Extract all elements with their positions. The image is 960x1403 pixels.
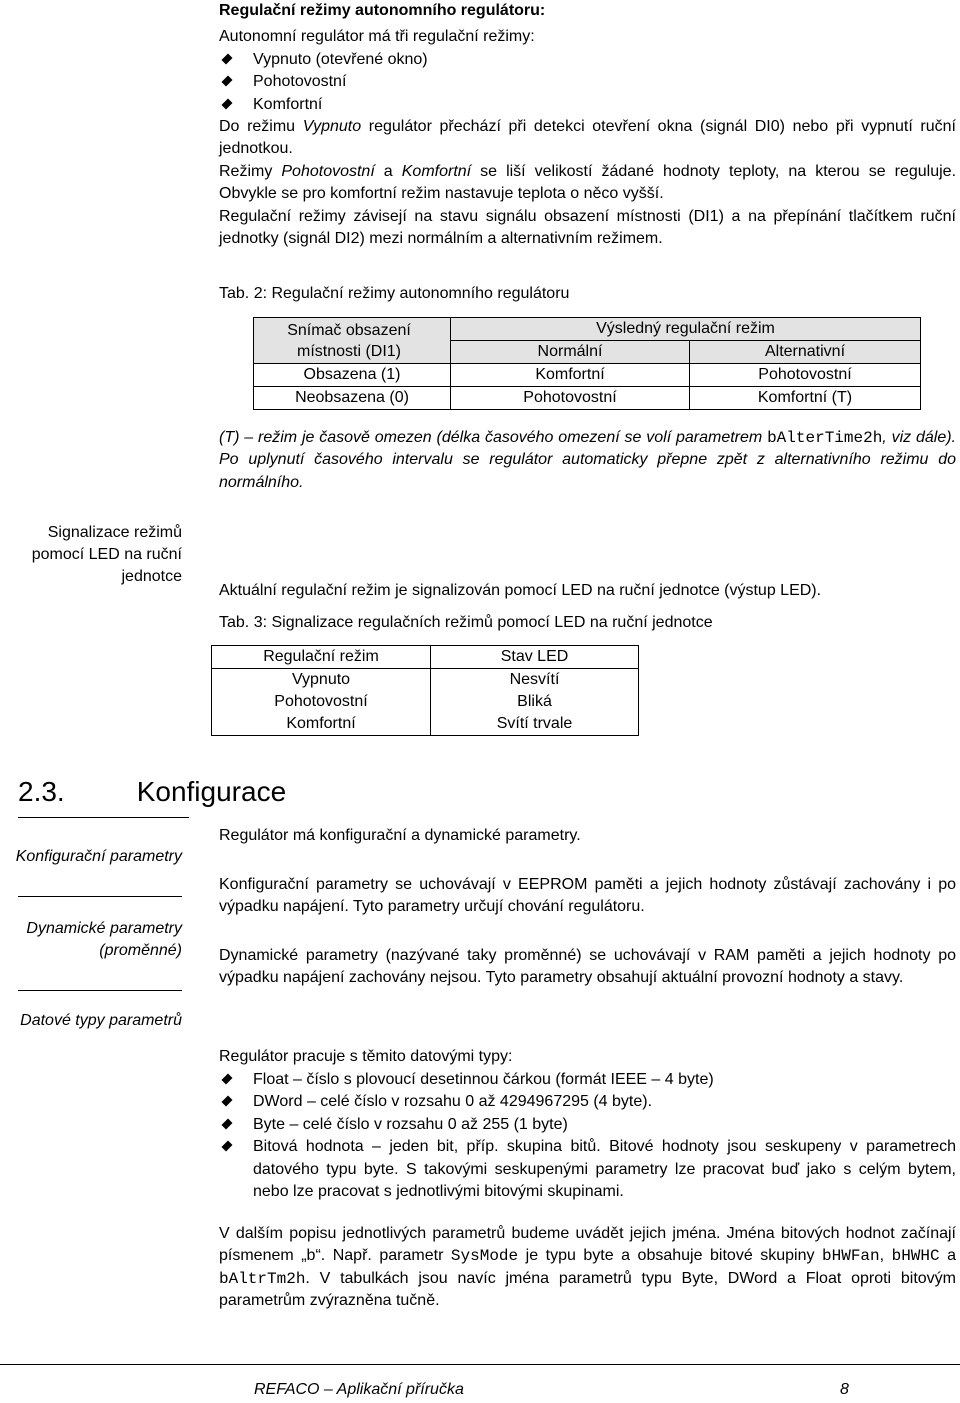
table2 — [253, 317, 921, 410]
side-label-led: Signalizace režimů pomocí LED na ruční jednotce — [31, 524, 182, 585]
config-paragraph-2: Konfigurační parametry se uchovávají v EEPROM paměti a jejich hodnoty zůstávají zachovány i po výpadku napájení. Tyto parametry určují chování regulátoru. — [219, 876, 956, 916]
list-item: Bitová hodnota – jeden bit, příp. skupina bitů. Bitové hodnoty jsou seskupeny v parametrech datového typu byte. S takovými seskupenými parametry lze pracovat buď jako s celým bytem, nebo lze pracovat s jednotlivými bitovými skupinami. — [219, 1136, 956, 1203]
list-item: Byte – celé číslo v rozsahu 0 až 255 (1 byte) — [219, 1114, 956, 1136]
table2-header-normal: Normální — [451, 341, 690, 364]
led-text: Aktuální regulační režim je signalizován pomocí LED na ruční jednotce (výstup LED). — [219, 582, 822, 599]
side-label-types: Datové typy parametrů — [20, 1012, 182, 1029]
table2-header-alternative: Alternativní — [690, 341, 921, 364]
side-divider — [18, 990, 182, 991]
regimes-section — [219, 0, 956, 250]
regimes-intro: Autonomní regulátor má tři regulační režimy: — [219, 28, 535, 46]
table-row: Komfortní Svítí trvale — [212, 713, 639, 736]
regime-item-standby: Pohotovostní — [219, 71, 956, 93]
table-row: Neobsazena (0) Pohotovostní Komfortní (T) — [254, 387, 921, 410]
table2-note: (T) – režim je časově omezen (délka časového omezení se volí parametrem bAlterTime2h, viz dále). Po uplynutí časového intervalu se regulátor automaticky přepne zpět z alternativního režimu do normálního. — [219, 429, 956, 491]
footer-page-number: 8 — [840, 1381, 849, 1398]
config-paragraph-1: Regulátor má konfigurační a dynamické parametry. — [219, 827, 581, 844]
regime-item-off: Vypnuto (otevřené okno) — [219, 49, 956, 71]
bullet-diamond-icon — [221, 53, 232, 64]
table3 — [211, 645, 639, 736]
side-label-dynamic: Dynamické parametry (proměnné) — [26, 920, 182, 959]
bullet-diamond-icon — [221, 1118, 232, 1129]
regimes-paragraph-2: Režimy Pohotovostní a Komfortní se liší velikostí žádané hodnoty teploty, na kterou se reguluje. Obvykle se pro komfortní režim nastavuje teplota o něco vyšší. — [219, 162, 957, 203]
table2-header-sensor: Snímač obsazení místnosti (DI1) — [254, 318, 445, 364]
bullet-diamond-icon — [221, 98, 232, 109]
side-divider — [18, 896, 182, 897]
table2-caption: Tab. 2: Regulační režimy autonomního regulátoru — [219, 285, 570, 302]
side-label-config: Konfigurační parametry — [15, 848, 182, 865]
config-paragraph-4: Regulátor pracuje s těmito datovými typy: — [219, 1048, 513, 1065]
table-row: Obsazena (1) Komfortní Pohotovostní — [254, 364, 921, 387]
config-paragraph-3: Dynamické parametry (nazývané taky proměnné) se uchovávají v RAM paměti a jejich hodnoty po výpadku napájení zachovány nejsou. Tyto parametry obsahují aktuální provozní hodnoty a stavy. — [219, 947, 956, 987]
footer-rule — [0, 1364, 960, 1365]
section-heading: 2.3. Konfigurace — [18, 776, 287, 807]
list-item: Float – číslo s plovoucí desetinnou čárkou (formát IEEE – 4 byte) — [219, 1069, 956, 1091]
regimes-paragraph-3: Regulační režimy závisejí na stavu signálu obsazení místnosti (DI1) a na přepínání tlačítkem ruční jednotky (signál DI2) mezi normálním a alternativním režimem. — [219, 207, 956, 248]
table2-header-result: Výsledný regulační režim — [451, 318, 921, 341]
table-row: Vypnuto Nesvítí — [212, 669, 639, 692]
datatype-list — [219, 1069, 956, 1203]
bullet-diamond-icon — [221, 76, 232, 87]
table-row: Pohotovostní Bliká — [212, 691, 639, 713]
config-paragraph-5: V dalším popisu jednotlivých parametrů budeme uvádět jejich jména. Jména bitových hodnot začínají písmenem „b“. Např. parametr SysMode je typu byte a obsahuje bitové skupiny bHWFan, bHWHC a bAltrTm2h. V tabulkách jsou navíc jména parametrů typu Byte, DWord a Float oproti bitovým parametrům zvýrazněna tučně. — [219, 1225, 957, 1310]
table3-header-regime: Regulační režim — [212, 646, 431, 669]
section-underline — [18, 817, 189, 818]
regime-item-comfort: Komfortní — [219, 94, 956, 116]
bullet-diamond-icon — [221, 1141, 232, 1152]
bullet-diamond-icon — [221, 1096, 232, 1107]
table3-header-led: Stav LED — [431, 646, 639, 669]
bullet-diamond-icon — [221, 1073, 232, 1084]
table3-caption: Tab. 3: Signalizace regulačních režimů pomocí LED na ruční jednotce — [219, 614, 713, 631]
footer-title: REFACO – Aplikační příručka — [254, 1381, 464, 1398]
regimes-paragraph-1: Do režimu Vypnuto regulátor přechází při detekci otevření okna (signál DI0) nebo při vypnutí ruční jednotkou. — [219, 118, 957, 158]
list-item: DWord – celé číslo v rozsahu 0 až 4294967295 (4 byte). — [219, 1091, 956, 1113]
regimes-title: Regulační režimy autonomního regulátoru: — [219, 2, 546, 19]
